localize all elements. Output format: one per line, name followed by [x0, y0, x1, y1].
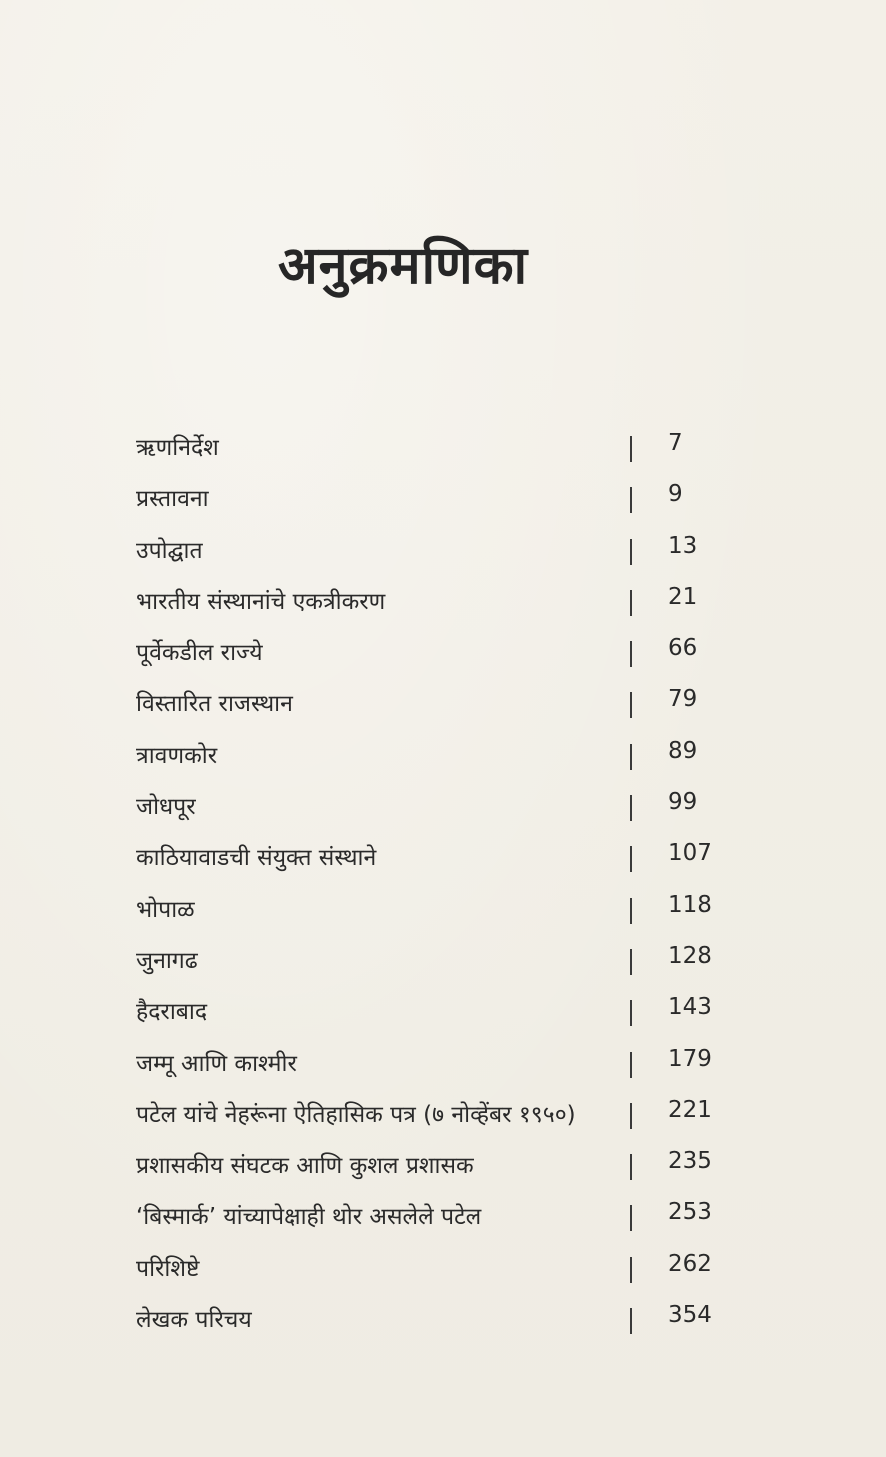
toc-entry-title: विस्तारित राजस्थान	[136, 691, 293, 718]
toc-separator	[630, 1308, 632, 1334]
toc-entry	[0, 886, 886, 937]
toc-entry-title: उपोद्घात	[136, 537, 203, 564]
toc-separator	[630, 898, 632, 924]
toc-separator	[630, 692, 632, 718]
toc-page-number: 143	[668, 994, 712, 1021]
toc-separator	[630, 1103, 632, 1129]
toc-entry	[0, 629, 886, 680]
toc-entry-title: जोधपूर	[136, 794, 196, 821]
toc-page-number: 21	[668, 583, 698, 610]
page-title: अनुक्रमणिका	[277, 236, 529, 296]
toc-entry-title: त्रावणकोर	[136, 742, 218, 769]
toc-entry-title: हैदराबाद	[136, 999, 208, 1026]
toc-entry	[0, 1040, 886, 1091]
toc-page-number: 253	[668, 1199, 712, 1226]
toc-entry	[0, 834, 886, 885]
toc-page-number: 7	[668, 430, 683, 456]
toc-page-number: 179	[668, 1045, 712, 1072]
toc-entry	[0, 1296, 886, 1347]
toc-entry	[0, 1091, 886, 1142]
toc-entry	[0, 578, 886, 629]
toc-page-number: 221	[668, 1096, 712, 1123]
toc-page-number: 118	[668, 891, 712, 918]
toc-separator	[630, 744, 632, 770]
toc-separator	[630, 1052, 632, 1078]
toc-entry	[0, 732, 886, 783]
toc-entry-title: पटेल यांचे नेहरूंना ऐतिहासिक पत्र (७ नोव्हेंबर १९५०)	[136, 1101, 576, 1128]
toc-entry-title: भोपाळ	[136, 896, 195, 923]
toc-entry	[0, 783, 886, 834]
toc-page-number: 89	[668, 737, 698, 764]
toc-entry	[0, 527, 886, 578]
toc-entry-title: भारतीय संस्थानांचे एकत्रीकरण	[136, 588, 386, 615]
toc-entry-title: जम्मू आणि काश्मीर	[136, 1050, 297, 1077]
toc-page-number: 107	[668, 840, 712, 867]
toc-entry	[0, 1245, 886, 1296]
toc-entry-title: ऋणनिर्देश	[136, 435, 219, 461]
toc-entry	[0, 424, 886, 475]
toc-page-number: 9	[668, 481, 683, 508]
toc-separator	[630, 1154, 632, 1180]
toc-page-number: 79	[668, 686, 698, 713]
toc-entry-title: लेखक परिचय	[136, 1307, 252, 1334]
toc-entry-title: प्रस्तावना	[136, 486, 209, 513]
toc-separator	[630, 846, 632, 872]
toc-entry-title: प्रशासकीय संघटक आणि कुशल प्रशासक	[136, 1153, 474, 1180]
toc-separator	[630, 590, 632, 616]
toc-entry	[0, 475, 886, 526]
toc-page-number: 13	[668, 532, 698, 559]
toc-entry-title: ‘बिस्मार्क’ यांच्यापेक्षाही थोर असलेले पटेल	[136, 1204, 482, 1231]
toc-separator	[630, 487, 632, 513]
toc-separator	[630, 539, 632, 565]
toc-entry	[0, 680, 886, 731]
toc-separator	[630, 795, 632, 821]
toc-page-number: 354	[668, 1302, 712, 1329]
toc-page-number: 66	[668, 635, 698, 662]
toc-entry-title: पूर्वेकडील राज्ये	[136, 640, 263, 667]
toc-entry	[0, 988, 886, 1039]
toc-page-number: 128	[668, 942, 712, 969]
toc-page-number: 262	[668, 1250, 712, 1277]
table-of-contents	[0, 424, 886, 1347]
toc-entry-title: जुनागढ	[136, 947, 198, 974]
toc-entry	[0, 1193, 886, 1244]
toc-entry-title: काठियावाडची संयुक्त संस्थाने	[136, 845, 377, 872]
toc-entry-title: परिशिष्टे	[136, 1255, 200, 1282]
toc-page-number: 235	[668, 1148, 712, 1175]
toc-separator	[630, 1000, 632, 1026]
toc-entry	[0, 1142, 886, 1193]
toc-page-number: 99	[668, 789, 698, 816]
toc-separator	[630, 1205, 632, 1231]
toc-separator	[630, 1257, 632, 1283]
toc-separator	[630, 641, 632, 667]
toc-separator	[630, 436, 632, 462]
toc-entry	[0, 937, 886, 988]
toc-separator	[630, 949, 632, 975]
